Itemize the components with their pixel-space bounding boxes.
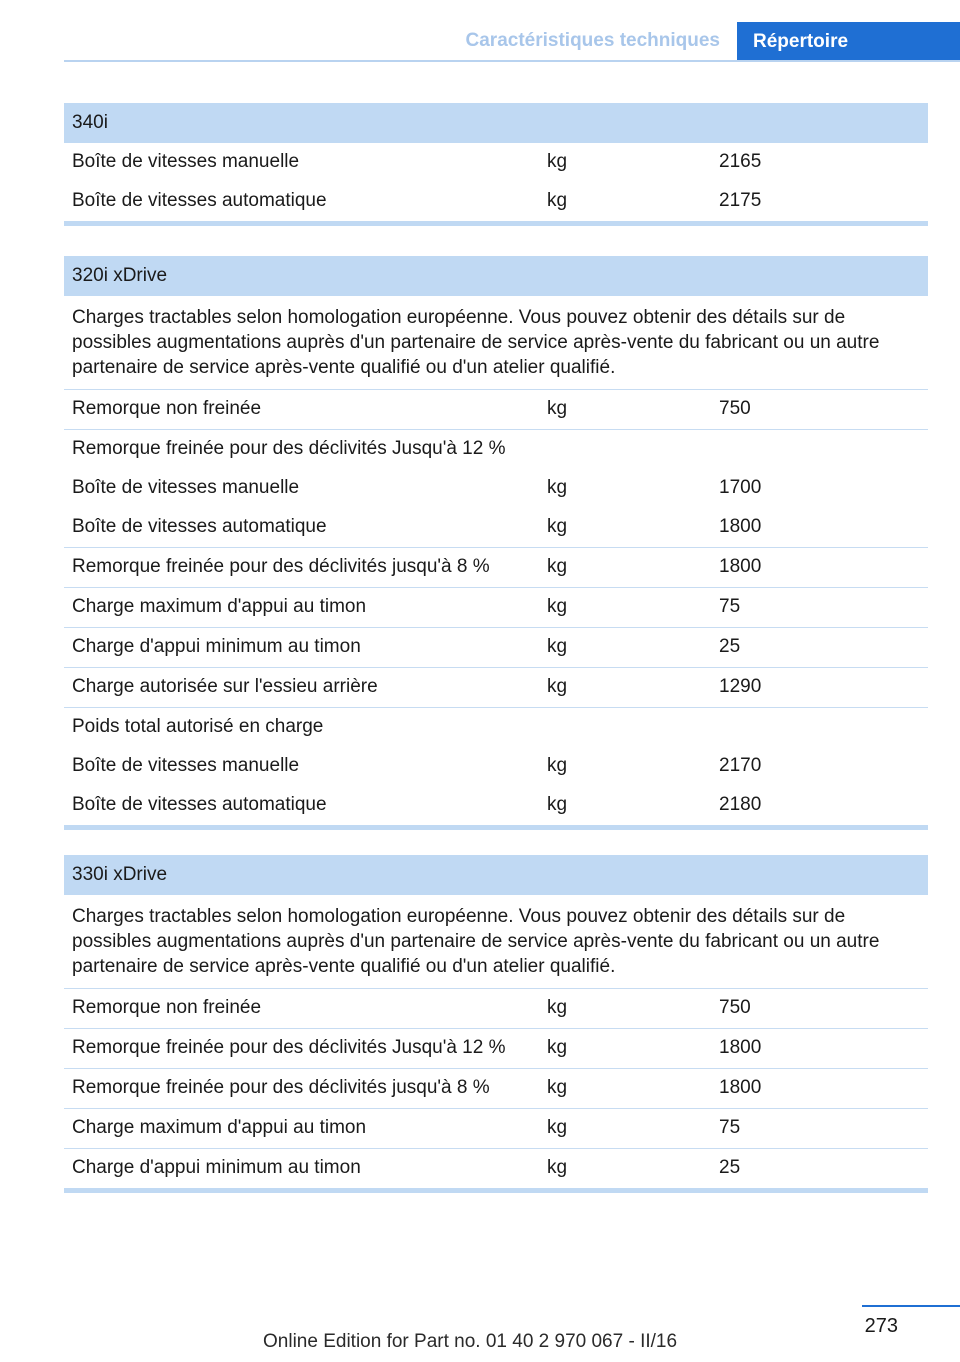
table-340i: [64, 103, 928, 226]
row-unit: kg: [547, 676, 568, 697]
row-unit: kg: [547, 190, 568, 211]
row-unit: kg: [547, 516, 568, 537]
row-unit: kg: [547, 556, 568, 577]
row-value: 2180: [719, 794, 762, 815]
row-value: 1700: [719, 477, 762, 498]
row-label: Remorque freinée pour des déclivités jusqu'à 8 %: [72, 556, 490, 577]
row-value: 750: [719, 398, 751, 419]
table-row: [64, 143, 928, 182]
row-value: 25: [719, 636, 741, 657]
row-unit: kg: [547, 1077, 568, 1098]
row-value: 1800: [719, 1077, 762, 1098]
row-value: 1290: [719, 676, 762, 697]
row-label: Boîte de vitesses automatique: [72, 190, 327, 211]
tab-repertoire[interactable]: Répertoire: [737, 22, 960, 62]
table-row: [64, 469, 928, 508]
row-unit: kg: [547, 997, 568, 1018]
row-unit: kg: [547, 794, 568, 815]
row-value: 1800: [719, 1037, 762, 1058]
header-divider: [64, 60, 960, 62]
row-label: Boîte de vitesses automatique: [72, 794, 327, 815]
row-label: Remorque freinée pour des déclivités Jusqu'à 12 %: [72, 1037, 506, 1058]
row-unit: kg: [547, 151, 568, 172]
row-label: Remorque freinée pour des déclivités jusqu'à 8 %: [72, 1077, 490, 1098]
row-value: 1800: [719, 516, 762, 537]
table-row: [64, 508, 928, 548]
row-value: 75: [719, 1117, 741, 1138]
row-value: 25: [719, 1157, 741, 1178]
row-value: 2165: [719, 151, 762, 172]
table-title: 330i xDrive: [64, 855, 928, 895]
row-label: Boîte de vitesses automatique: [72, 516, 327, 537]
row-label: Boîte de vitesses manuelle: [72, 477, 300, 498]
row-value: 1800: [719, 556, 762, 577]
row-label: Remorque non freinée: [72, 997, 262, 1018]
row-value: 2170: [719, 755, 762, 776]
table-row: [64, 588, 928, 628]
edition-text: Online Edition for Part no. 01 40 2 970 067 - II/16: [263, 1331, 678, 1352]
row-label: Remorque freinée pour des déclivités Jusqu'à 12 %: [72, 438, 506, 459]
row-label: Poids total autorisé en charge: [72, 716, 324, 737]
row-label: Charge maximum d'appui au timon: [72, 1117, 367, 1138]
row-label: Remorque non freinée: [72, 398, 262, 419]
table-320i-xdrive: [64, 256, 928, 830]
table-row: [64, 430, 928, 469]
row-unit: kg: [547, 1117, 568, 1138]
footer-accent-line: [862, 1305, 960, 1307]
row-unit: kg: [547, 398, 568, 419]
table-end-bar: [64, 221, 928, 226]
table-row: [64, 1149, 928, 1188]
table-end-bar: [64, 1188, 928, 1193]
table-row: [64, 1109, 928, 1149]
page-number: 273: [864, 1315, 898, 1337]
row-unit: kg: [547, 755, 568, 776]
page-header: [0, 0, 960, 62]
table-row: [64, 182, 928, 221]
table-row: [64, 989, 928, 1029]
table-row: [64, 747, 928, 786]
table-row: [64, 786, 928, 825]
table-row: [64, 668, 928, 708]
row-label: Charge autorisée sur l'essieu arrière: [72, 676, 378, 697]
table-note: Charges tractables selon homologation européenne. Vous pouvez obtenir des détails sur de possibles augmentations auprès d'un partenaire de service après-vente du fabricant ou un autre partenaire de service après-vente qualifié ou d'un atelier qualifié.: [64, 296, 928, 390]
row-unit: kg: [547, 596, 568, 617]
section-title: Caractéristiques techniques: [465, 30, 720, 51]
row-label: Charge d'appui minimum au timon: [72, 1157, 361, 1178]
table-note: Charges tractables selon homologation européenne. Vous pouvez obtenir des détails sur de possibles augmentations auprès d'un partenaire de service après-vente du fabricant ou un autre partenaire de service après-vente qualifié ou d'un atelier qualifié.: [64, 895, 928, 989]
table-row: [64, 1069, 928, 1109]
row-unit: kg: [547, 1157, 568, 1178]
row-label: Boîte de vitesses manuelle: [72, 755, 300, 776]
table-row: [64, 390, 928, 430]
table-row: [64, 1029, 928, 1069]
table-row: [64, 708, 928, 747]
row-unit: kg: [547, 636, 568, 657]
table-title: 320i xDrive: [64, 256, 928, 296]
row-label: Charge maximum d'appui au timon: [72, 596, 367, 617]
row-value: 2175: [719, 190, 762, 211]
row-value: 750: [719, 997, 751, 1018]
row-unit: kg: [547, 477, 568, 498]
row-unit: kg: [547, 1037, 568, 1058]
row-label: Boîte de vitesses manuelle: [72, 151, 300, 172]
table-330i-xdrive: [64, 855, 928, 1193]
table-row: [64, 628, 928, 668]
table-row: [64, 548, 928, 588]
row-value: 75: [719, 596, 741, 617]
table-title: 340i: [64, 103, 928, 143]
row-label: Charge d'appui minimum au timon: [72, 636, 361, 657]
table-end-bar: [64, 825, 928, 830]
